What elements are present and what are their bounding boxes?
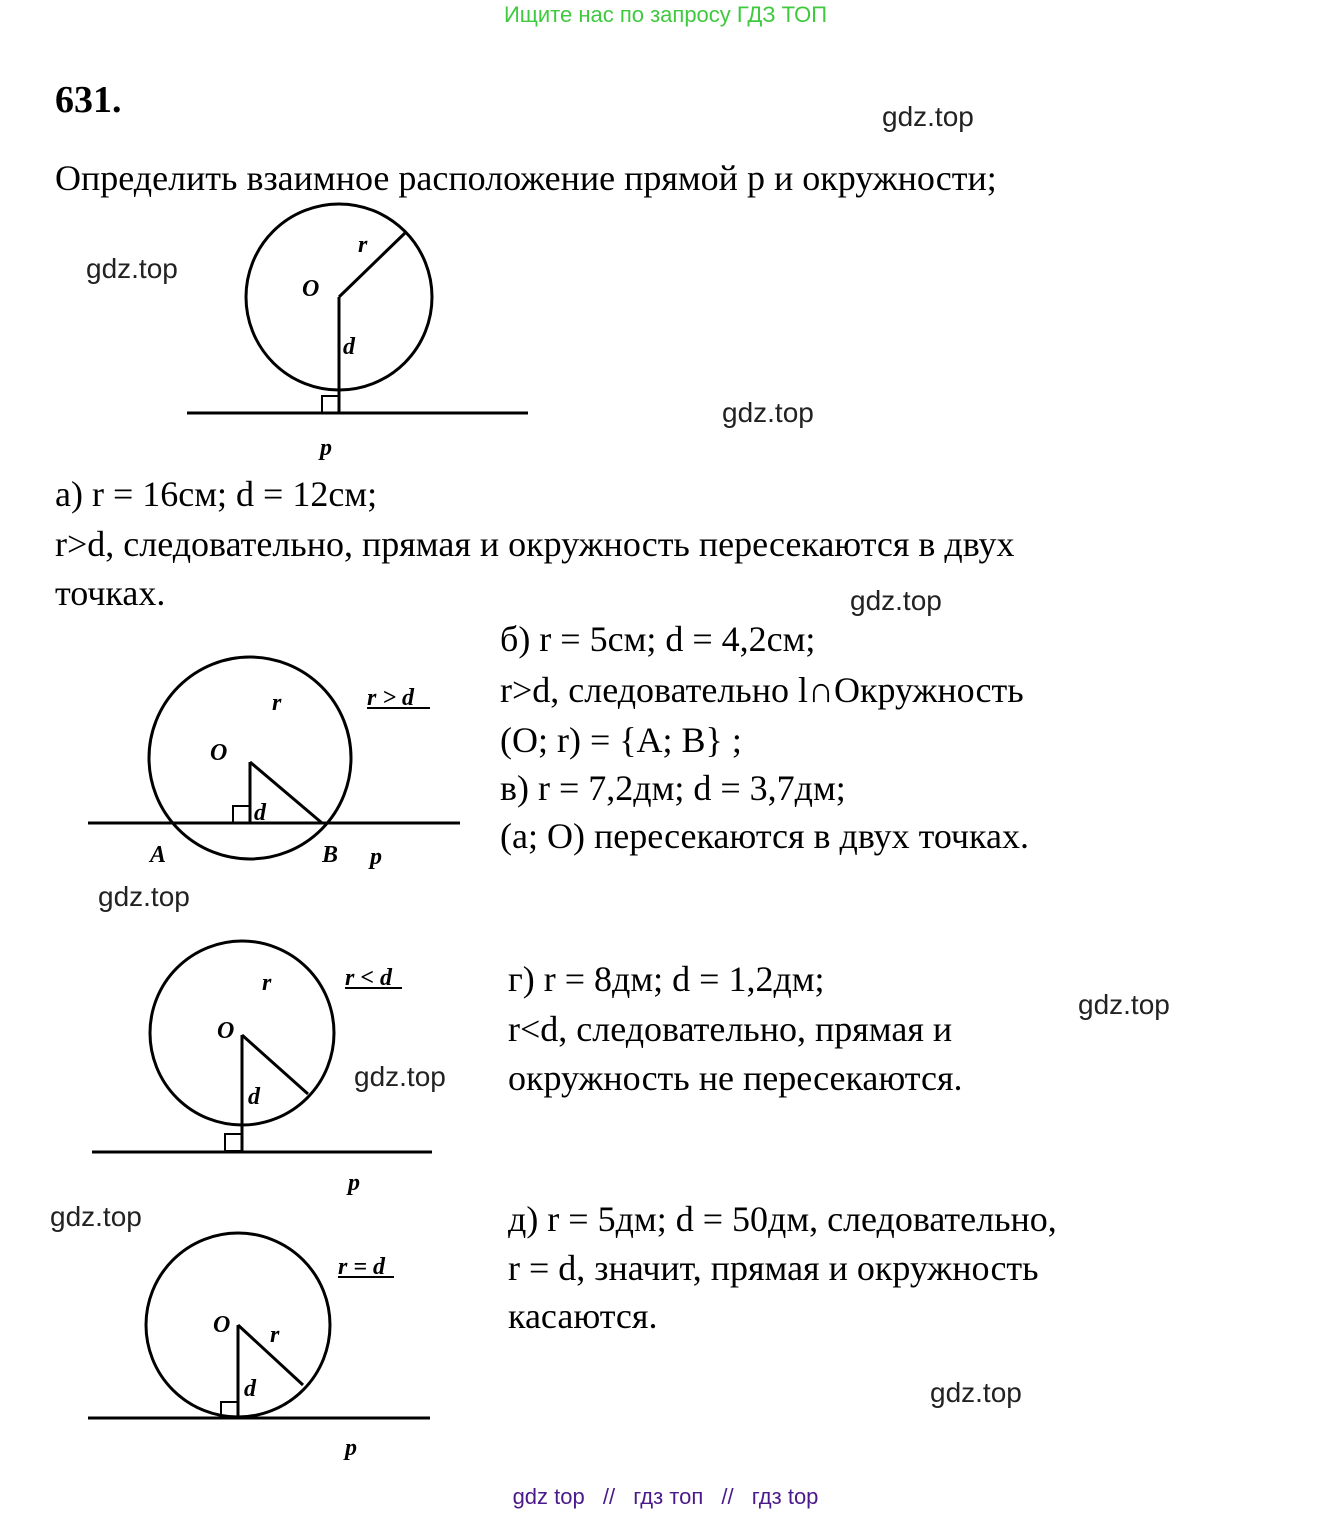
label-p: p — [320, 435, 332, 461]
watermark: gdz.top — [930, 1377, 1022, 1408]
part-g-conclusion: r<d, следовательно, прямая и — [508, 1009, 953, 1049]
label-r: r — [272, 690, 282, 716]
watermark: gdz.top — [98, 881, 190, 912]
label-r: r — [358, 232, 368, 258]
watermark: gdz.top — [86, 253, 178, 284]
right-angle-mark — [225, 1134, 242, 1151]
label-a: A — [150, 842, 167, 868]
circle — [149, 657, 351, 859]
label-p: p — [345, 1435, 357, 1461]
footer-link[interactable]: гдз top — [751, 1484, 819, 1509]
problem-number: 631. — [55, 79, 122, 121]
right-angle-mark — [322, 396, 339, 413]
part-a-conclusion-cont: точках. — [55, 573, 166, 613]
task-text: Определить взаимное расположение прямой p и окружности; — [55, 158, 997, 198]
part-g-conclusion-cont: окружность не пересекаются. — [508, 1058, 963, 1098]
footer-link[interactable]: гдз топ — [633, 1484, 704, 1509]
part-d-given: д) r = 5дм; d = 50дм, следовательно, — [508, 1199, 1057, 1239]
footer — [0, 1484, 1331, 1510]
label-r: r — [262, 970, 272, 996]
part-a-conclusion: r>d, следовательно, прямая и окружность пересекаются в двух — [55, 524, 1015, 564]
relation-label: r = d — [338, 1254, 386, 1280]
label-o: O — [210, 740, 228, 766]
footer-link[interactable]: gdz top — [512, 1484, 585, 1509]
label-b: B — [322, 842, 339, 868]
part-d-conclusion: r = d, значит, прямая и окружность — [508, 1248, 1039, 1288]
watermark: gdz.top — [882, 101, 974, 132]
part-g-given: г) r = 8дм; d = 1,2дм; — [508, 959, 825, 999]
radius-r — [339, 233, 405, 297]
label-d: d — [244, 1376, 256, 1402]
part-a-given: а) r = 16см; d = 12см; — [55, 474, 378, 514]
label-p: p — [348, 1170, 360, 1196]
part-v-conclusion: (a; O) пересекаются в двух точках. — [500, 816, 1029, 856]
watermark: gdz.top — [722, 397, 814, 428]
part-v-given: в) r = 7,2дм; d = 3,7дм; — [500, 768, 846, 808]
part-b-conclusion-cont: (O; r) = {A; B} ; — [500, 720, 742, 760]
footer-separator: // — [602, 1484, 616, 1509]
watermark: gdz.top — [1078, 989, 1170, 1020]
label-o: O — [213, 1312, 231, 1338]
label-d: d — [248, 1084, 260, 1110]
relation-label: r > d — [367, 685, 415, 711]
watermark: gdz.top — [850, 585, 942, 616]
label-p: p — [370, 844, 382, 870]
watermark: gdz.top — [50, 1201, 142, 1232]
footer-separator: // — [721, 1484, 734, 1509]
relation-label: r < d — [345, 965, 393, 991]
label-o: O — [302, 276, 320, 302]
right-angle-mark — [233, 806, 250, 823]
part-d-conclusion-cont: касаются. — [508, 1296, 658, 1336]
label-r: r — [270, 1322, 280, 1348]
watermark: gdz.top — [354, 1061, 446, 1092]
part-b-conclusion: r>d, следовательно l∩Окружность — [500, 670, 1024, 710]
label-d: d — [254, 800, 266, 826]
label-d: d — [343, 334, 355, 360]
part-b-given: б) r = 5см; d = 4,2см; — [500, 619, 816, 659]
label-o: O — [217, 1018, 235, 1044]
search-banner: Ищите нас по запросу ГДЗ ТОП — [503, 2, 828, 27]
